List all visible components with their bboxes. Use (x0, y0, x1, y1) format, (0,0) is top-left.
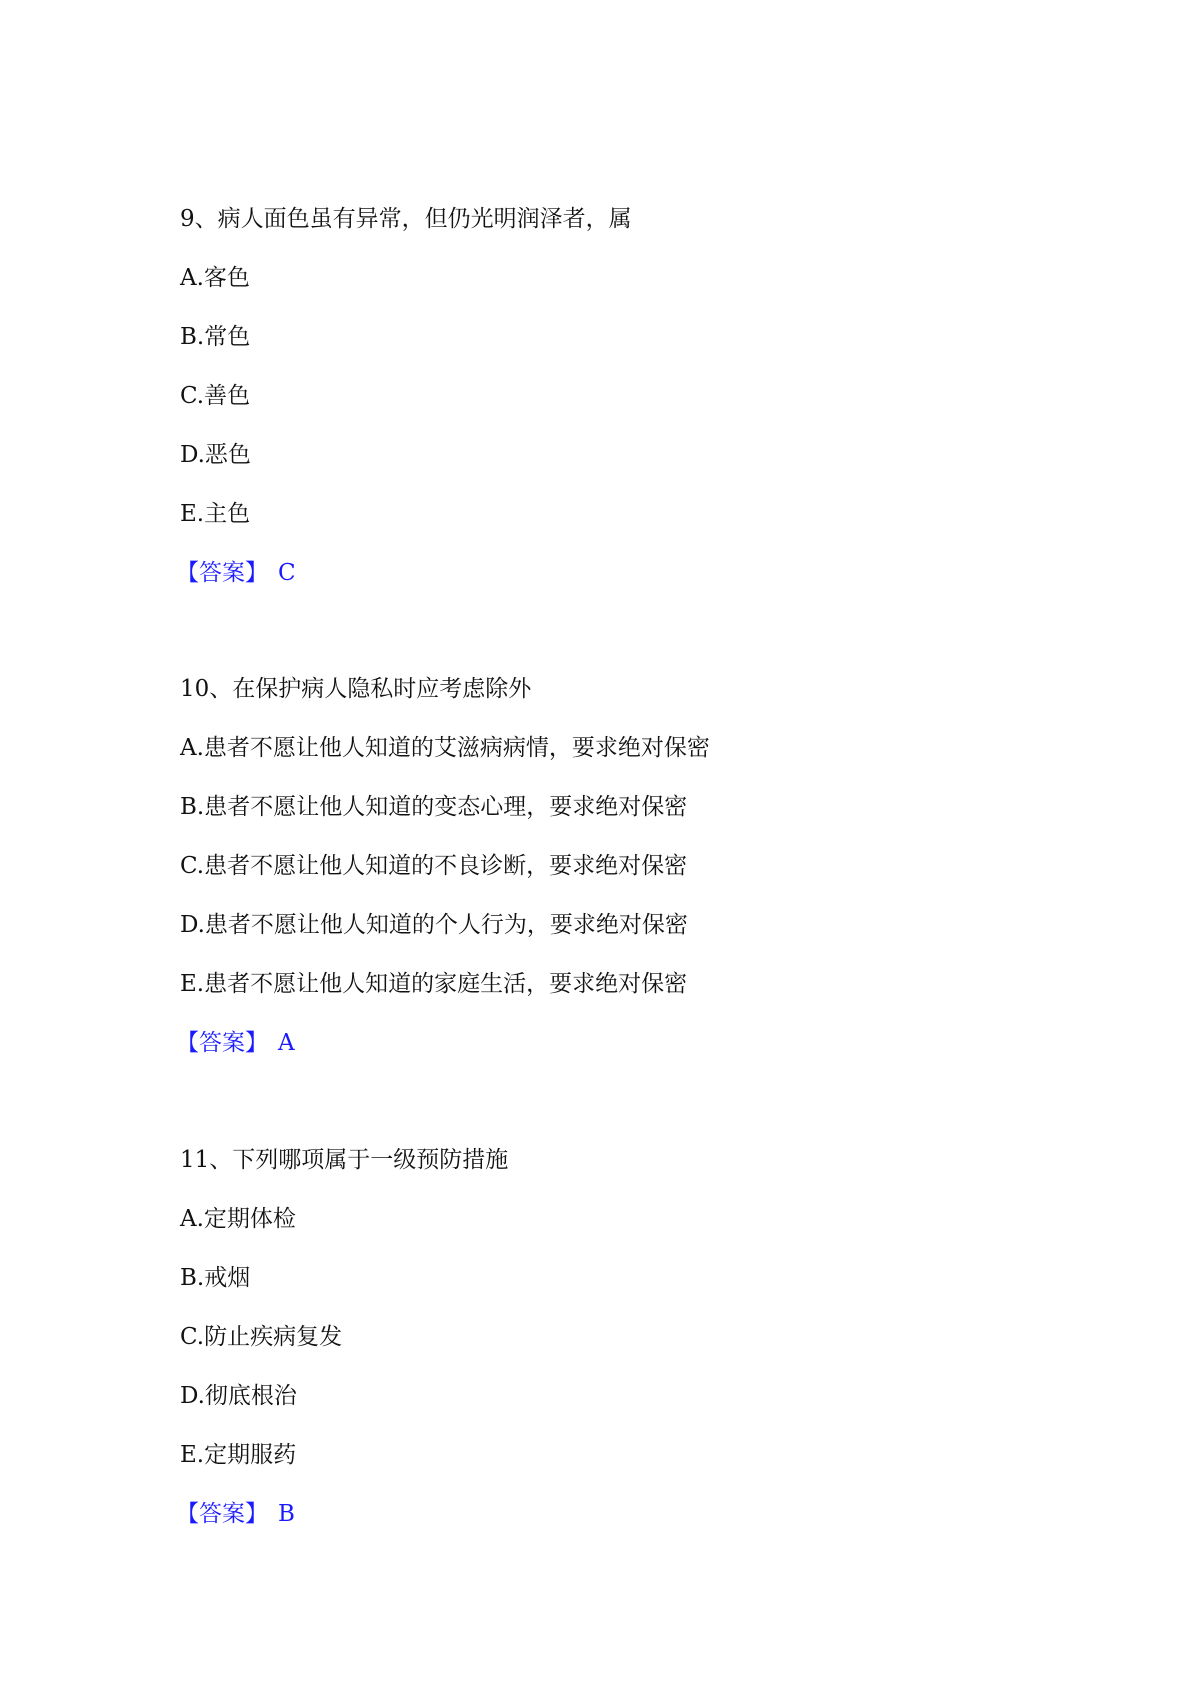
question-stem: 10、在保护病人隐私时应考虑除外 (180, 676, 532, 702)
option-a: A.患者不愿让他人知道的艾滋病病情，要求绝对保密 (180, 735, 710, 761)
option-c: C.防止疾病复发 (180, 1324, 343, 1350)
answer-line (176, 558, 1080, 588)
option-c: C.善色 (180, 383, 251, 409)
option-e: E.患者不愿让他人知道的家庭生活，要求绝对保密 (180, 971, 688, 997)
answer-line (176, 1499, 1080, 1529)
option-d: D.彻底根治 (180, 1383, 297, 1409)
answer-label: 【答案】 (176, 1030, 268, 1056)
question-11 (176, 1145, 1080, 1558)
question-stem: 11、下列哪项属于一级预防措施 (180, 1147, 509, 1173)
option-e: E.主色 (180, 501, 251, 527)
option-a: A.定期体检 (180, 1206, 296, 1232)
question-stem: 9、病人面色虽有异常，但仍光明润泽者，属 (180, 206, 632, 232)
option-b: B.常色 (180, 324, 251, 350)
option-b: B.患者不愿让他人知道的变态心理，要求绝对保密 (180, 794, 688, 820)
answer-value: A (278, 1030, 295, 1056)
option-c: C.患者不愿让他人知道的不良诊断，要求绝对保密 (180, 853, 688, 879)
option-e: E.定期服药 (180, 1442, 297, 1468)
option-d: D.患者不愿让他人知道的个人行为，要求绝对保密 (180, 912, 688, 938)
answer-value: C (278, 560, 296, 586)
question-9 (176, 204, 1080, 617)
option-b: B.戒烟 (180, 1265, 251, 1291)
answer-line (176, 1028, 1080, 1058)
option-d: D.恶色 (180, 442, 251, 468)
option-a: A.客色 (180, 265, 250, 291)
answer-value: B (278, 1501, 295, 1527)
question-10 (176, 674, 1080, 1087)
answer-label: 【答案】 (176, 560, 268, 586)
answer-label: 【答案】 (176, 1501, 268, 1527)
